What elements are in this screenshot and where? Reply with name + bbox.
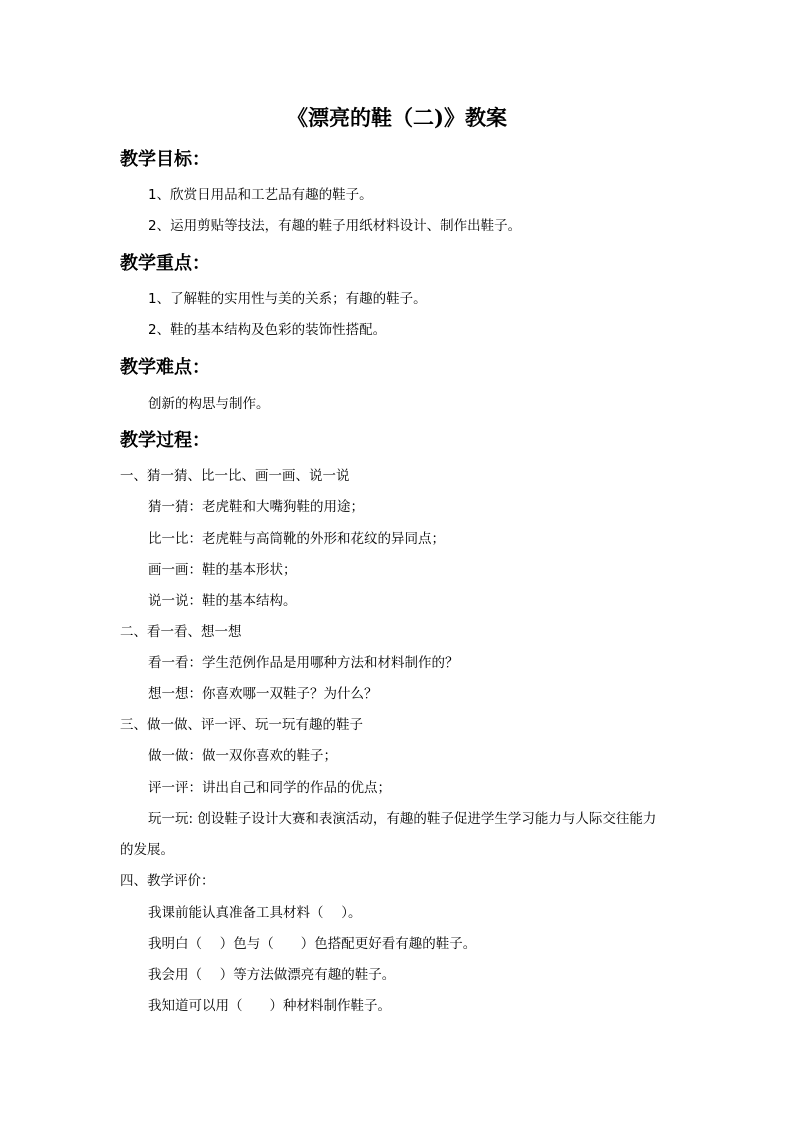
process-item-continued: 的发展。	[120, 842, 174, 858]
key-point-item: 2、鞋的基本结构及色彩的装饰性搭配。	[148, 322, 387, 338]
evaluation-item: 我课前能认真准备工具材料（ ）。	[148, 905, 362, 921]
document-title: 《漂亮的鞋（二)》教案	[287, 105, 507, 130]
section-heading-objectives: 教学目标：	[120, 149, 210, 170]
process-item: 想一想：你喜欢哪一双鞋子？为什么？	[148, 686, 378, 702]
process-item: 看一看：学生范例作品是用哪种方法和材料制作的？	[148, 655, 459, 671]
evaluation-item: 我知道可以用（ ）种材料制作鞋子。	[148, 998, 391, 1014]
section-heading-key-points: 教学重点：	[120, 253, 210, 274]
evaluation-item: 我会用（ ）等方法做漂亮有趣的鞋子。	[148, 967, 396, 983]
process-part-title: 一、猜一猜、比一比、画一画、说一说	[120, 468, 350, 484]
section-heading-process: 教学过程：	[120, 430, 210, 451]
process-item: 评一评：讲出自己和同学的作品的优点；	[148, 780, 391, 796]
objective-item: 1、欣赏日用品和工艺品有趣的鞋子。	[148, 187, 373, 203]
difficulty-item: 创新的构思与制作。	[148, 396, 270, 412]
process-item: 画一画：鞋的基本形状；	[148, 562, 297, 578]
process-item: 比一比：老虎鞋与高筒靴的外形和花纹的异同点；	[148, 531, 445, 547]
objective-item: 2、运用剪贴等技法，有趣的鞋子用纸材料设计、制作出鞋子。	[148, 218, 522, 234]
process-item: 说一说：鞋的基本结构。	[148, 593, 297, 609]
key-point-item: 1、了解鞋的实用性与美的关系；有趣的鞋子。	[148, 291, 427, 307]
process-part-title: 二、看一看、想一想	[120, 624, 242, 640]
process-item: 玩一玩: 创设鞋子设计大赛和表演活动，有趣的鞋子促进学生学习能力与人际交往能力	[148, 811, 657, 827]
process-item: 做一做：做一双你喜欢的鞋子；	[148, 748, 337, 764]
evaluation-item: 我明白（ ）色与（ ）色搭配更好看有趣的鞋子。	[148, 936, 477, 952]
process-part-title: 三、做一做、评一评、玩一玩有趣的鞋子	[120, 717, 363, 733]
section-heading-difficulties: 教学难点：	[120, 357, 210, 378]
process-item: 猜一猜：老虎鞋和大嘴狗鞋的用途；	[148, 499, 364, 515]
process-part-title: 四、教学评价：	[120, 873, 215, 889]
